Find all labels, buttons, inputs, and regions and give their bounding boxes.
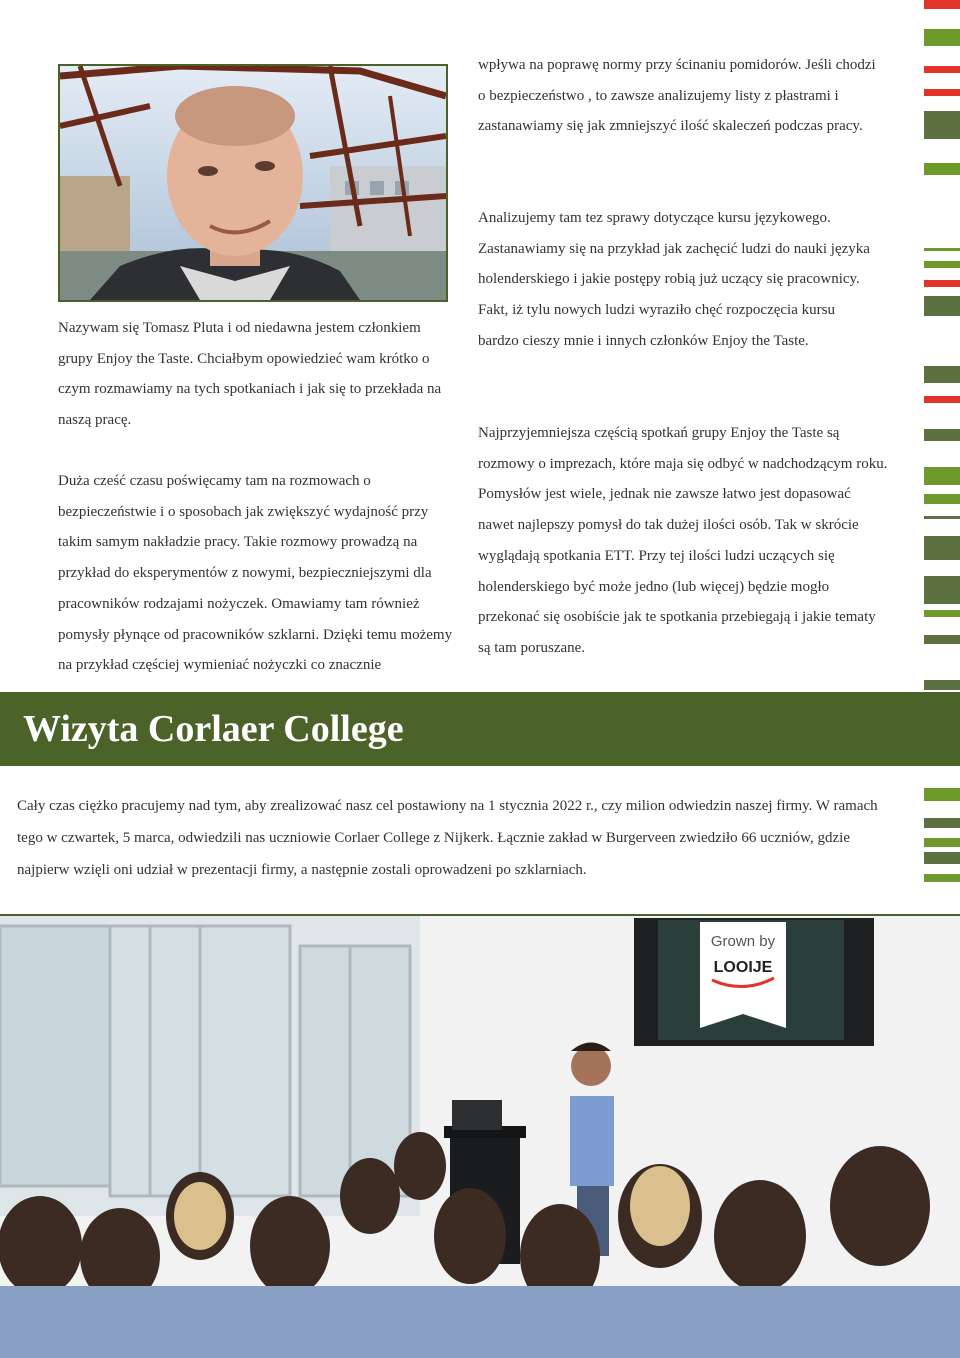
section-title: Wizyta Corlaer College xyxy=(23,708,404,750)
visit-paragraph: Cały czas ciężko pracujemy nad tym, aby zrealizować nasz cel postawiony na 1 stycznia 2022 r., czy milion odwiedzin naszej firmy. W ramach tego w czwartek, 5 marca, odwiedzili nas uczniowie Corlaer College z Nijkerk. Łącznie zakład w Burgerveen zwiedziło 66 uczniów, gdzie najpierw wzięli oni udział w prezentacji firmy, a następnie zostali oprowadzeni po szklarniach. xyxy=(17,798,878,878)
class-photo-illustration xyxy=(0,916,960,1358)
screen-line-2: LOOIJE xyxy=(713,959,773,976)
language-course-paragraph: Analizujemy tam tez sprawy dotyczące kursu językowego. Zastanawiamy się na przykład jak zachęcić ludzi do nauki języka holenderskiego i jakie postępy robią już uczący się pracownicy. Fakt, iż tylu nowych ludzi wyraziło chęć rozpoczęcia kursu bardzo cieszy mnie i innych członków Enjoy the Taste. xyxy=(478,210,870,349)
screen-line-1: Grown by xyxy=(710,933,776,950)
class-photo xyxy=(0,914,960,1358)
continuation-paragraph: wpływa na poprawę normy przy ścinaniu pomidorów. Jeśli chodzi o bezpieczeństwo , to zawsze analizujemy listy z płastrami i zastanawiamy się jak zmniejszyć ilość skaleczeń podczas pracy. xyxy=(478,57,876,135)
events-paragraph: Najprzyjemniejsza częścią spotkań grupy Enjoy the Taste są rozmowy o imprezach, które maja się odbyć w nadchodzącym roku. Pomysłów jest wiele, jednak nie zawsze łatwo jest dopasować nawet najlepszy pomysł do tak dużej ilości osób. Tak w skrócie wyglądają spotkania ETT. Przy tej ilości ludzi uczących się holenderskiego być może jedno (lub więcej) będzie mogło przekonać się osobiście jak te spotkania przebiegają i jakie tematy są tam poruszane. xyxy=(478,425,888,656)
section-banner xyxy=(0,692,960,766)
portrait-illustration xyxy=(60,66,446,300)
intro-paragraph: Nazywam się Tomasz Pluta i od niedawna jestem członkiem grupy Enjoy the Taste. Chciałbym opowiedzieć wam krótko o czym rozmawiamy na tych spotkaniach i jak się to przekłada na naszą pracę. xyxy=(58,320,442,429)
safety-paragraph: Duża cześć czasu poświęcamy tam na rozmowach o bezpieczeństwie i o sposobach jak zwiększyć wydajność przy takim samym nakładzie pracy. Takie rozmowy prowadzą na przykład do eksperymentów z nowymi, bezpieczniejszymi dla pracowników rodzajami nożyczek. Omawiamy tam również pomysły płynące od pracowników szklarni. Dzięki temu możemy na przykład częściej wymieniać nożyczki co znacznie xyxy=(58,473,453,674)
portrait-photo xyxy=(58,64,448,302)
